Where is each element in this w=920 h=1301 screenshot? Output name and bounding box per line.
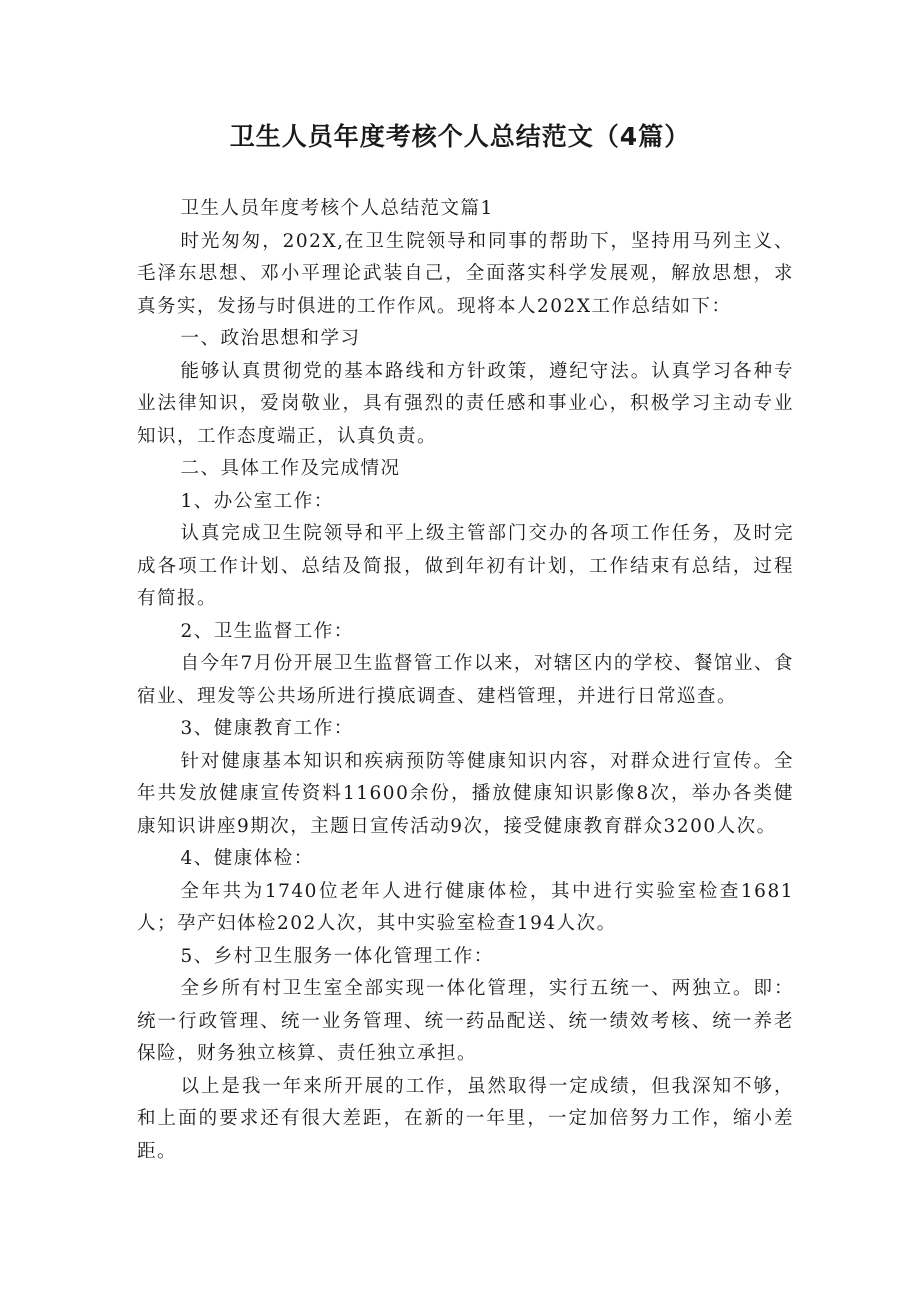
heading-health-supervision: 2、卫生监督工作： (180, 620, 354, 642)
paragraph-intro: 时光匆匆，202X,在卫生院领导和同事的帮助下，坚持用马列主义、毛泽东思想、邓小平理论武装自己，全面落实科学发展观，解放思想，求真务实，发扬与时俱进的工作作风。现将本人202X工作总结如下： (137, 230, 794, 317)
document-body (137, 193, 794, 1168)
paragraph-political-study: 能够认真贯彻党的基本路线和方针政策，遵纪守法。认真学习各种专业法律知识，爱岗敬业，具有强烈的责任感和事业心，积极学习主动专业知识，工作态度端正，认真负责。 (137, 360, 794, 447)
paragraph-health-education: 针对健康基本知识和疾病预防等健康知识内容，对群众进行宣传。全年共发放健康宣传资料11600余份，播放健康知识影像8次，举办各类健康知识讲座9期次，主题日宣传活动9次，接受健康教育群众3200人次。 (137, 750, 794, 837)
paragraph-health-supervision: 自今年7月份开展卫生监督管工作以来，对辖区内的学校、餐馆业、食宿业、理发等公共场所进行摸底调查、建档管理，并进行日常巡查。 (137, 653, 794, 707)
heading-health-education: 3、健康教育工作： (180, 718, 354, 739)
paragraph-health-checkup: 全年共为1740位老年人进行健康体检，其中进行实验室检查1681人；孕产妇体检202人次，其中实验室检查194人次。 (137, 880, 794, 934)
paragraph-conclusion: 以上是我一年来所开展的工作，虽然取得一定成绩，但我深知不够，和上面的要求还有很大差距，在新的一年里，一定加倍努力工作，缩小差距。 (137, 1075, 794, 1162)
heading-specific-work: 二、具体工作及完成情况 (180, 458, 401, 479)
document-title: 卫生人员年度考核个人总结范文（4篇） (229, 122, 691, 151)
paragraph-office-work: 认真完成卫生院领导和平上级主管部门交办的各项工作任务，及时完成各项工作计划、总结及简报，做到年初有计划，工作结束有总结，过程有简报。 (137, 523, 794, 609)
heading-office-work: 1、办公室工作： (180, 490, 334, 512)
heading-health-checkup: 4、健康体检： (180, 848, 314, 869)
section-heading: 卫生人员年度考核个人总结范文篇1 (180, 198, 494, 219)
heading-rural-health: 5、乡村卫生服务一体化管理工作： (180, 945, 494, 967)
heading-political-study: 一、政治思想和学习 (180, 328, 361, 349)
paragraph-rural-health: 全乡所有村卫生室全部实现一体化管理，实行五统一、两独立。即：统一行政管理、统一业务管理、统一药品配送、统一绩效考核、统一养老保险，财务独立核算、责任独立承担。 (137, 978, 794, 1064)
